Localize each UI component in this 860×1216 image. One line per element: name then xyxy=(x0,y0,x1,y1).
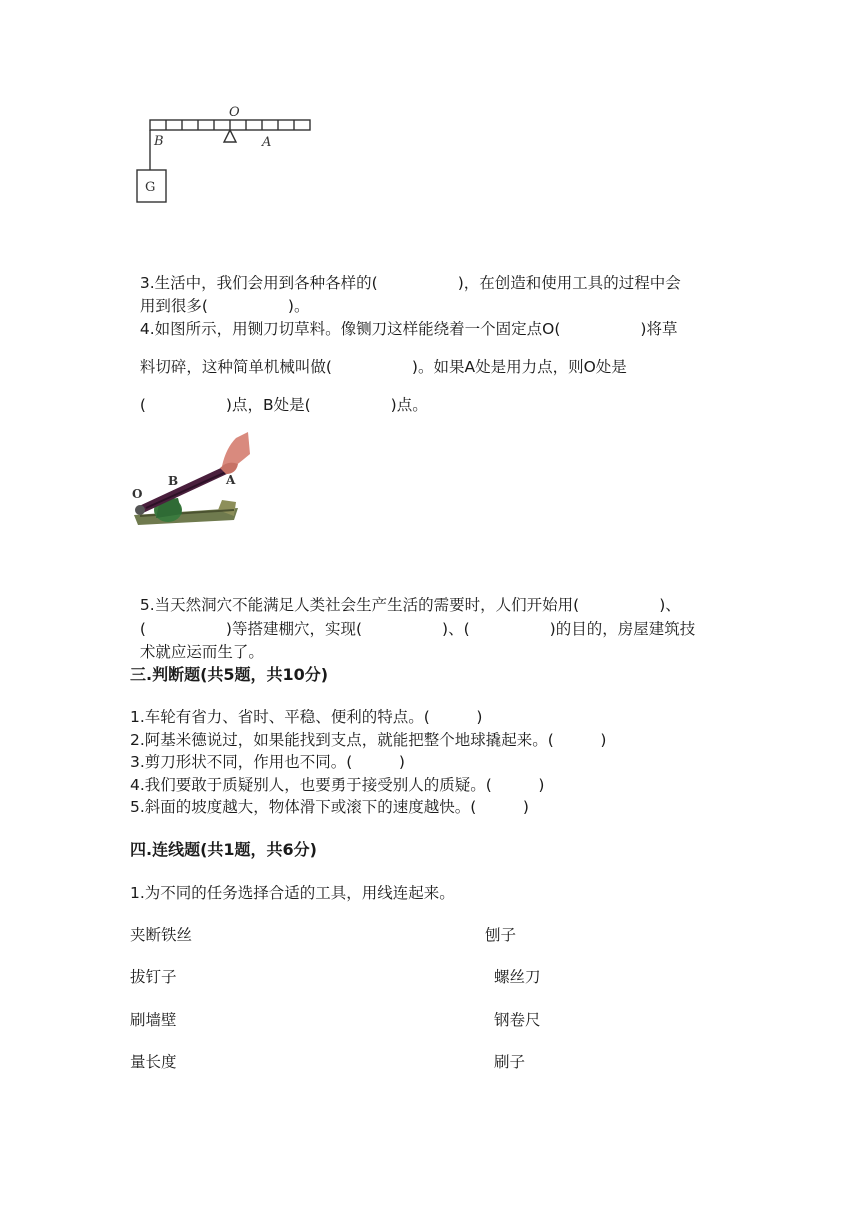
matching-right-item: 刷子 xyxy=(494,1053,526,1071)
section4-title: 四.连线题(共1题，共6分) xyxy=(130,840,317,859)
q5-line1: 5.当天然洞穴不能满足人类社会生产生活的需要时，人们开始用( )、 xyxy=(139,596,681,614)
straw-cutter-figure xyxy=(126,430,256,530)
q4-line1: 4.如图所示，用铡刀切草料。像铡刀这样能绕着一个固定点O( )将草 xyxy=(139,320,678,338)
section3-title: 三.判断题(共5题，共10分) xyxy=(130,665,329,684)
matching-right-item: 刨子 xyxy=(485,926,517,944)
matching-right-item: 螺丝刀 xyxy=(494,968,541,986)
judgement-item-3: 3.剪刀形状不同，作用也不同。( ) xyxy=(130,753,405,771)
label-a: A xyxy=(262,135,272,150)
judgement-item-5: 5.斜面的坡度越大，物体滑下或滚下的速度越快。( ) xyxy=(130,798,529,816)
q3-line1: 3.生活中，我们会用到各种各样的( )，在创造和使用工具的过程中会 xyxy=(139,274,681,292)
matching-left-item: 拔钉子 xyxy=(130,968,177,986)
lever-figure xyxy=(128,100,328,210)
label-b: B xyxy=(154,134,164,149)
judgement-item-1: 1.车轮有省力、省时、平稳、便利的特点。( ) xyxy=(130,708,483,726)
cutter-label-o: O xyxy=(132,487,143,501)
matching-left-item: 夹断铁丝 xyxy=(130,926,193,944)
q5-line2: ( )等搭建棚穴，实现( )、( )的目的，房屋建筑技 xyxy=(139,620,696,638)
matching-prompt: 1.为不同的任务选择合适的工具，用线连起来。 xyxy=(130,884,455,902)
q4-line3: ( )点，B处是( )点。 xyxy=(139,396,428,414)
label-g: G xyxy=(145,180,156,195)
q4-line2: 料切碎，这种简单机械叫做( )。如果A处是用力点，则O处是 xyxy=(139,358,627,376)
matching-left-item: 刷墙壁 xyxy=(130,1011,177,1029)
cutter-label-b: B xyxy=(168,474,179,488)
judgement-item-4: 4.我们要敢于质疑别人，也要勇于接受别人的质疑。( ) xyxy=(130,776,545,794)
matching-right-item: 钢卷尺 xyxy=(494,1011,541,1029)
judgement-item-2: 2.阿基米德说过，如果能找到支点，就能把整个地球撬起来。( ) xyxy=(130,731,607,749)
q3-line2: 用到很多( )。 xyxy=(139,297,310,315)
matching-left-item: 量长度 xyxy=(130,1053,177,1071)
label-o: O xyxy=(229,105,240,120)
q5-line3: 术就应运而生了。 xyxy=(139,643,264,661)
cutter-label-a: A xyxy=(226,473,236,487)
